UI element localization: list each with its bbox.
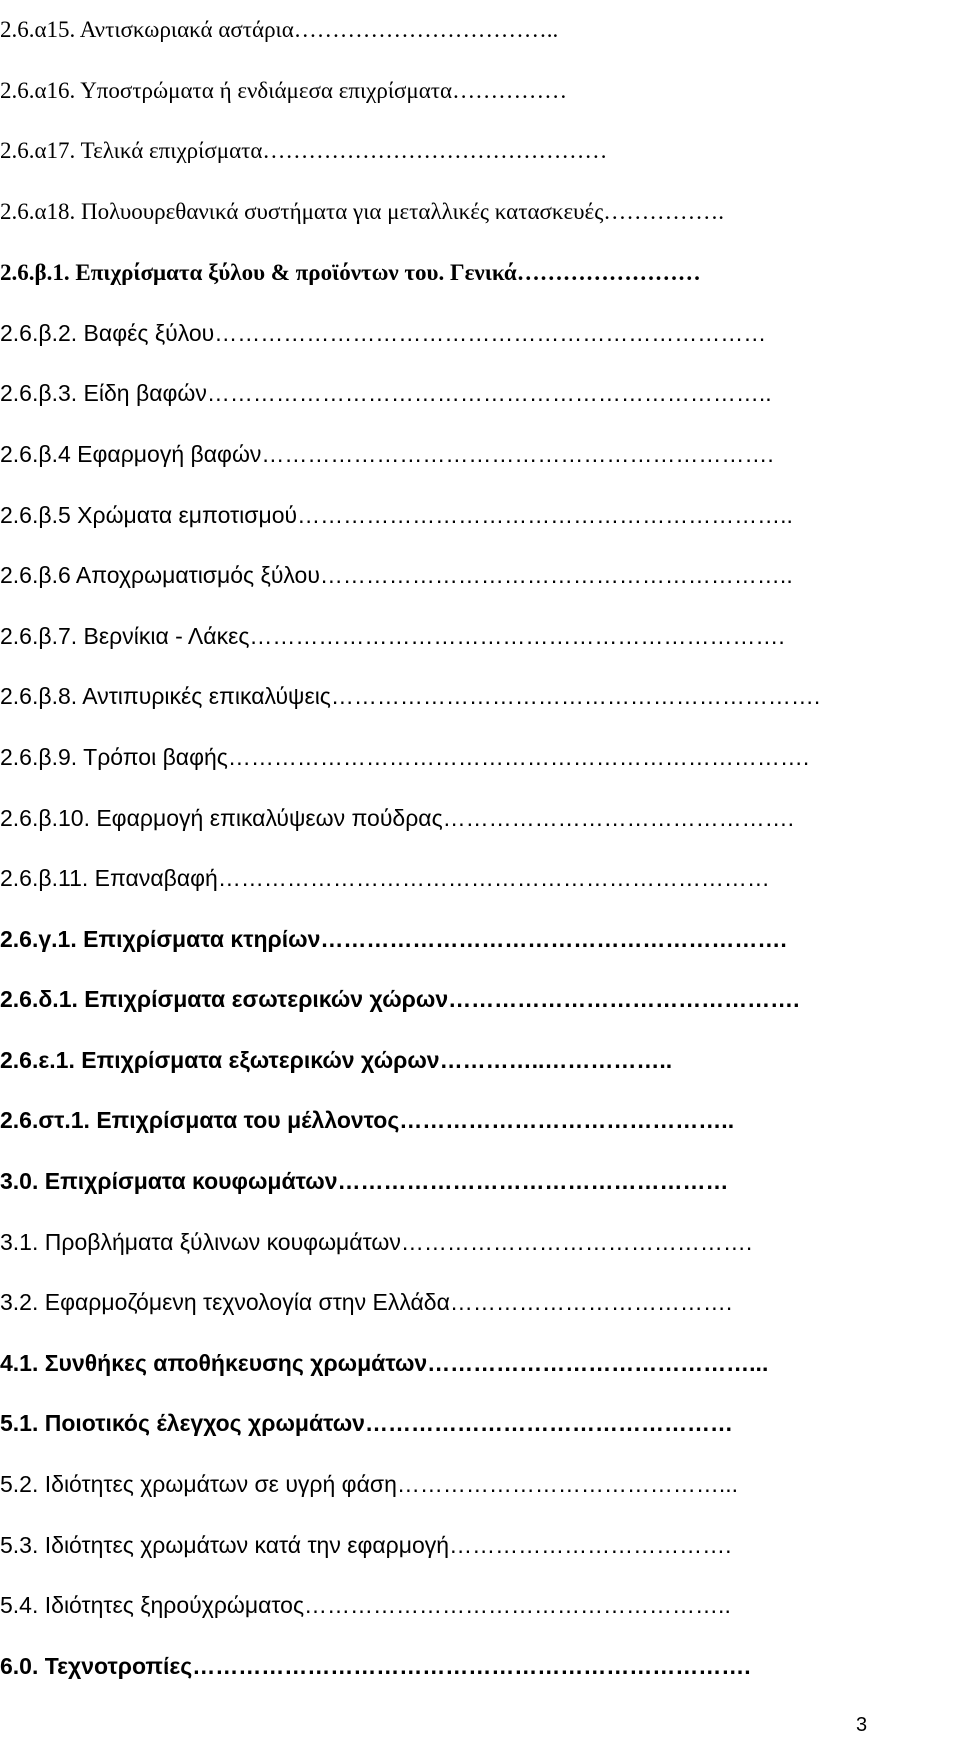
toc-entry-text: 6.0. Τεχνοτροπίες……………………………………………………………….	[0, 1652, 751, 1679]
toc-entry-text: 2.6.β.8. Αντιπυρικές επικαλύψεις……………………………………………………….	[0, 683, 821, 710]
toc-entry	[0, 1212, 960, 1273]
toc-entry-text: 2.6.α18. Πολυουρεθανικά συστήματα για μεταλλικές κατασκευές…………….	[0, 199, 725, 225]
toc-entry	[0, 667, 960, 728]
toc-entry-text: 4.1. Συνθήκες αποθήκευσης χρωμάτων……………………………………...	[0, 1349, 769, 1376]
toc-entry-text: 2.6.β.10. Εφαρμογή επικαλύψεων πούδρας……………………………………….	[0, 804, 795, 831]
toc-entry	[0, 970, 960, 1031]
toc-entry-text: 2.6.β.11. Επαναβαφή………………………………………………………………	[0, 865, 770, 892]
toc-entry	[0, 1030, 960, 1091]
toc-entry	[0, 788, 960, 849]
toc-entry-text: 3.0. Επιχρίσματα κουφωμάτων……………………………………………	[0, 1168, 729, 1195]
toc-entry	[0, 1454, 960, 1515]
toc-entry	[0, 182, 960, 243]
toc-entry-text: 5.2. Ιδιότητες χρωμάτων σε υγρή φάση……………………………………...	[0, 1471, 739, 1498]
toc-entry	[0, 545, 960, 606]
toc-entry	[0, 848, 960, 909]
toc-entry	[0, 364, 960, 425]
toc-entry-text: 2.6.β.1. Επιχρίσματα ξύλου & προϊόντων του. Γενικά……………………	[0, 259, 701, 285]
toc-entry	[0, 61, 960, 122]
toc-entry-text: 5.3. Ιδιότητες χρωμάτων κατά την εφαρμογή……………………………….	[0, 1531, 732, 1558]
toc-entry-text: 2.6.α15. Αντισκωριακά αστάρια……………………………..	[0, 17, 559, 43]
toc-entry-text: 5.4. Ιδιότητες ξηρούχρώματος………………………………………………..	[0, 1592, 731, 1619]
toc-entry-text: 2.6.β.7. Βερνίκια - Λάκες…………………………………………………………….	[0, 622, 785, 649]
toc-entry-text: 2.6.β.4 Εφαρμογή βαφών………………………………………………………….	[0, 440, 774, 467]
toc-entry	[0, 1394, 960, 1455]
toc-entry	[0, 121, 960, 182]
toc-entry-text: 2.6.ε.1. Επιχρίσματα εξωτερικών χώρων…………..……………..	[0, 1046, 673, 1073]
toc-entry	[0, 424, 960, 485]
toc-entry	[0, 1151, 960, 1212]
toc-entry-text: 2.6.β.5 Χρώματα εμποτισμού………………………………………………………..	[0, 501, 793, 528]
toc-entry	[0, 1091, 960, 1152]
toc-entry-text: 5.1. Ποιοτικός έλεγχος χρωμάτων…………………………………………	[0, 1410, 733, 1437]
toc-entry	[0, 242, 960, 303]
toc-entry-text: 2.6.β.3. Είδη βαφών………………………………………………………………..	[0, 380, 772, 407]
toc-entry	[0, 1515, 960, 1576]
toc-entry	[0, 0, 960, 61]
toc-entry-text: 2.6.β.6 Αποχρωματισμός ξύλου……………………………………………………..	[0, 562, 793, 589]
toc-entry-text: 2.6.α16. Υποστρώματα ή ενδιάμεσα επιχρίσματα……………	[0, 77, 568, 103]
toc-entry-text: 3.1. Προβλήματα ξύλινων κουφωμάτων……………………………………….	[0, 1228, 753, 1255]
toc-entry	[0, 1575, 960, 1636]
toc-entry	[0, 727, 960, 788]
toc-entry-text: 2.6.β.9. Τρόποι βαφής………………………………………………………………….	[0, 743, 810, 770]
toc-entry-text: 2.6.β.2. Βαφές ξύλου………………………………………………………………	[0, 319, 767, 346]
toc-entry-text: 2.6.α17. Τελικά επιχρίσματα………………………………………	[0, 138, 608, 164]
toc-entry-text: 2.6.γ.1. Επιχρίσματα κτηρίων…………………………………………………….	[0, 925, 787, 952]
toc-entry	[0, 606, 960, 667]
toc-entry-text: 2.6.δ.1. Επιχρίσματα εσωτερικών χώρων……………………………………….	[0, 986, 800, 1013]
toc-entry	[0, 1272, 960, 1333]
page-number: 3	[856, 1714, 868, 1736]
toc-entry-text: 3.2. Εφαρμοζόμενη τεχνολογία στην Ελλάδα……………………………….	[0, 1289, 733, 1316]
toc-entry	[0, 1636, 960, 1697]
toc-entry	[0, 909, 960, 970]
toc-entry-text: 2.6.στ.1. Επιχρίσματα του μέλλοντος……………………………………..	[0, 1107, 735, 1134]
toc-entry	[0, 1333, 960, 1394]
toc-entry	[0, 485, 960, 546]
toc-entry	[0, 303, 960, 364]
